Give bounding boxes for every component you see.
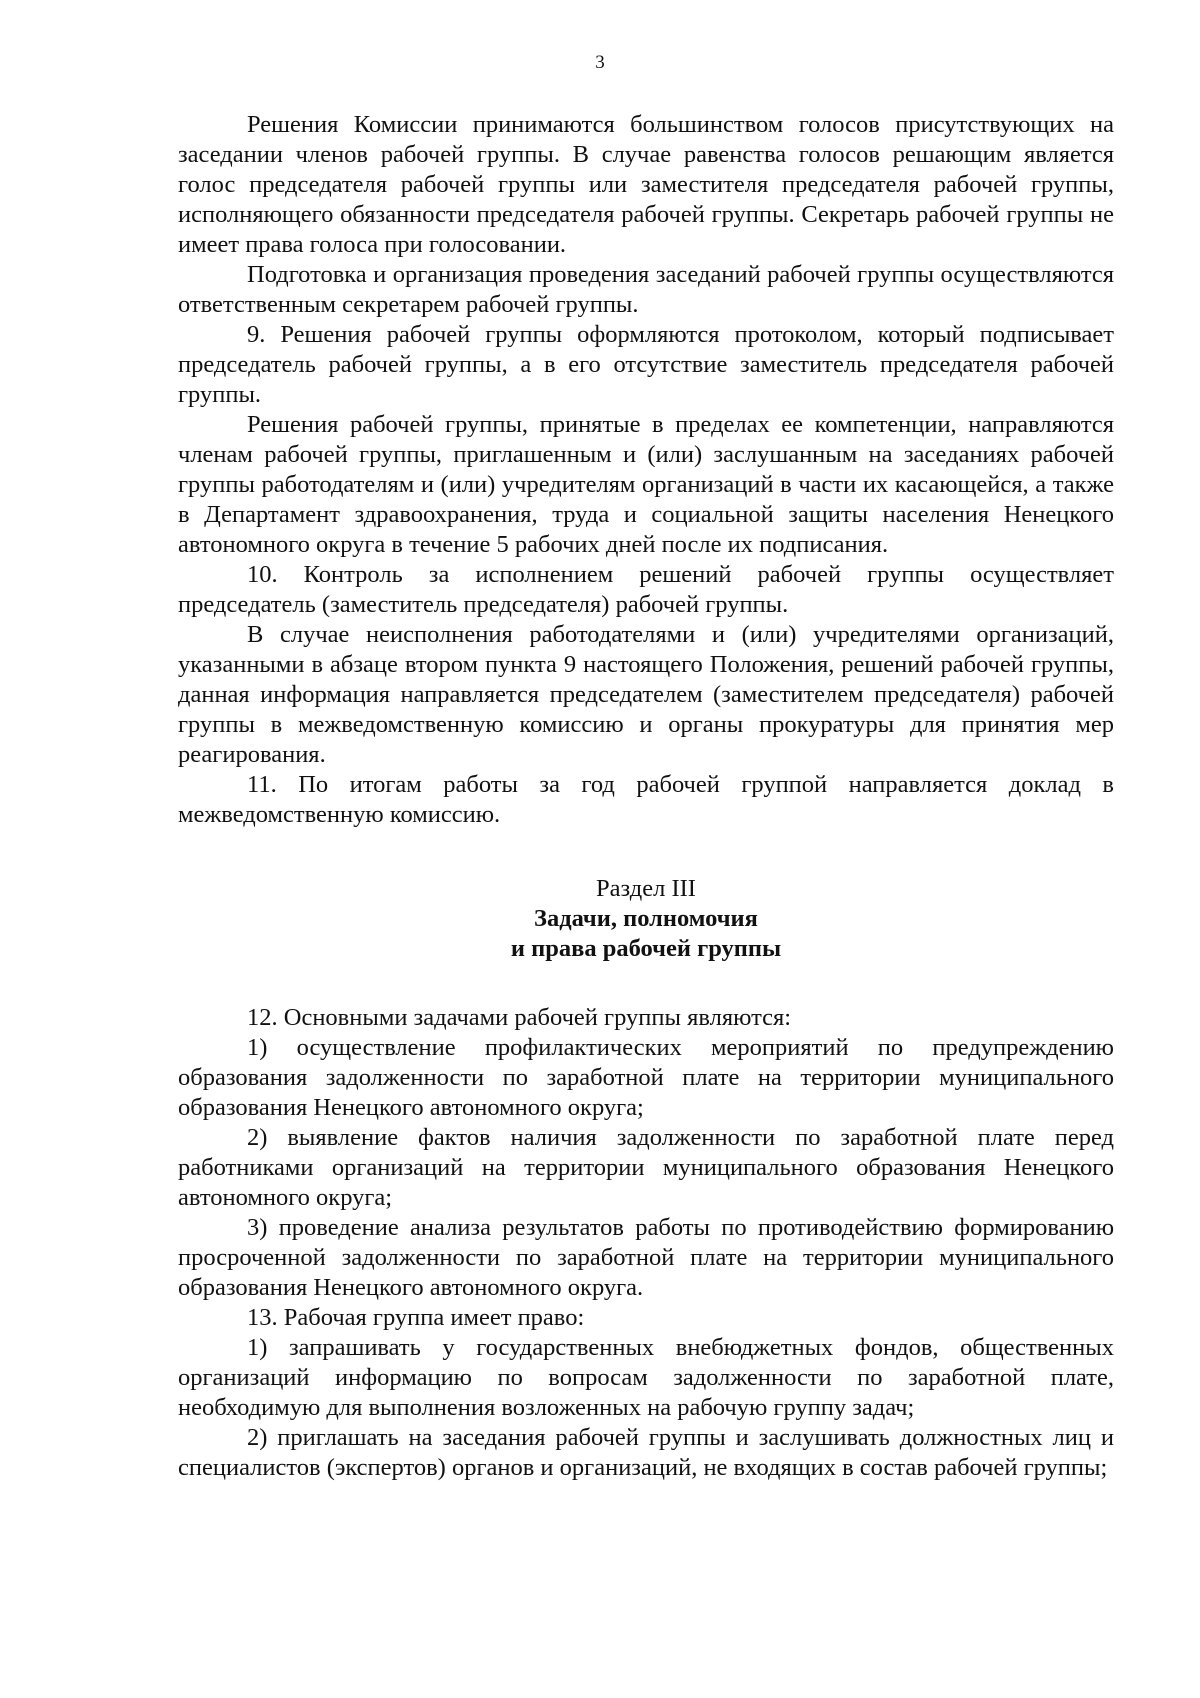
section-title-line-2: и права рабочей группы <box>510 935 782 962</box>
paragraph-decisions: Решения Комиссии принимаются большинством голосов присутствующих на заседании членов рабочей группы. В случае равенства голосов решающим является голос председателя рабочей группы или заместителя председателя рабочей группы, исполняющего обязанности председателя рабочей группы. Секретарь рабочей группы не имеет права голоса при голосовании. <box>178 111 1114 258</box>
paragraph-task-3: 3) проведение анализа результатов работы по противодействию формированию просроченной задолженности по заработной плате на территории муниципального образования Ненецкого автономного округа. <box>178 1214 1114 1301</box>
paragraph-preparation: Подготовка и организация проведения заседаний рабочей группы осуществляются ответственным секретарем рабочей группы. <box>178 261 1114 318</box>
paragraph-item-11: 11. По итогам работы за год рабочей группой направляется доклад в межведомственную комиссию. <box>178 771 1114 828</box>
section-title-line-1: Задачи, полномочия <box>534 905 758 932</box>
paragraph-task-1: 1) осуществление профилактических мероприятий по предупреждению образования задолженности по заработной плате на территории муниципального образования Ненецкого автономного округа; <box>178 1034 1114 1121</box>
paragraph-item-10: 10. Контроль за исполнением решений рабочей группы осуществляет председатель (заместитель председателя) рабочей группы. <box>178 561 1114 618</box>
paragraph-item-9: 9. Решения рабочей группы оформляются протоколом, который подписывает председатель рабочей группы, а в его отсутствие заместитель председателя рабочей группы. <box>178 321 1114 408</box>
section-heading <box>178 874 1114 964</box>
paragraph-decisions-sent: Решения рабочей группы, принятые в пределах ее компетенции, направляются членам рабочей группы, приглашенным и (или) заслушанным на заседаниях рабочей группы работодателям и (или) учредителям организаций в части их касающейся, а также в Департамент здравоохранения, труда и социальной защиты населения Ненецкого автономного округа в течение 5 рабочих дней после их подписания. <box>178 411 1114 558</box>
section-label: Раздел III <box>596 875 696 902</box>
paragraph-item-13: 13. Рабочая группа имеет право: <box>247 1304 585 1331</box>
paragraph-right-1: 1) запрашивать у государственных внебюджетных фондов, общественных организаций информацию по вопросам задолженности по заработной плате, необходимую для выполнения возложенных на рабочую группу задач; <box>178 1334 1114 1421</box>
paragraph-item-12: 12. Основными задачами рабочей группы являются: <box>247 1004 792 1031</box>
page-number: 3 <box>595 52 605 73</box>
document-body <box>178 110 1114 1483</box>
paragraph-non-compliance: В случае неисполнения работодателями и (или) учредителями организаций, указанными в абзаце втором пункта 9 настоящего Положения, решений рабочей группы, данная информация направляется председателем (заместителем председателя) рабочей группы в межведомственную комиссию и органы прокуратуры для принятия мер реагирования. <box>178 621 1114 768</box>
paragraph-task-2: 2) выявление фактов наличия задолженности по заработной плате перед работниками организаций на территории муниципального образования Ненецкого автономного округа; <box>178 1124 1114 1211</box>
paragraph-right-2: 2) приглашать на заседания рабочей группы и заслушивать должностных лиц и специалистов (экспертов) органов и организаций, не входящих в состав рабочей группы; <box>178 1424 1114 1481</box>
